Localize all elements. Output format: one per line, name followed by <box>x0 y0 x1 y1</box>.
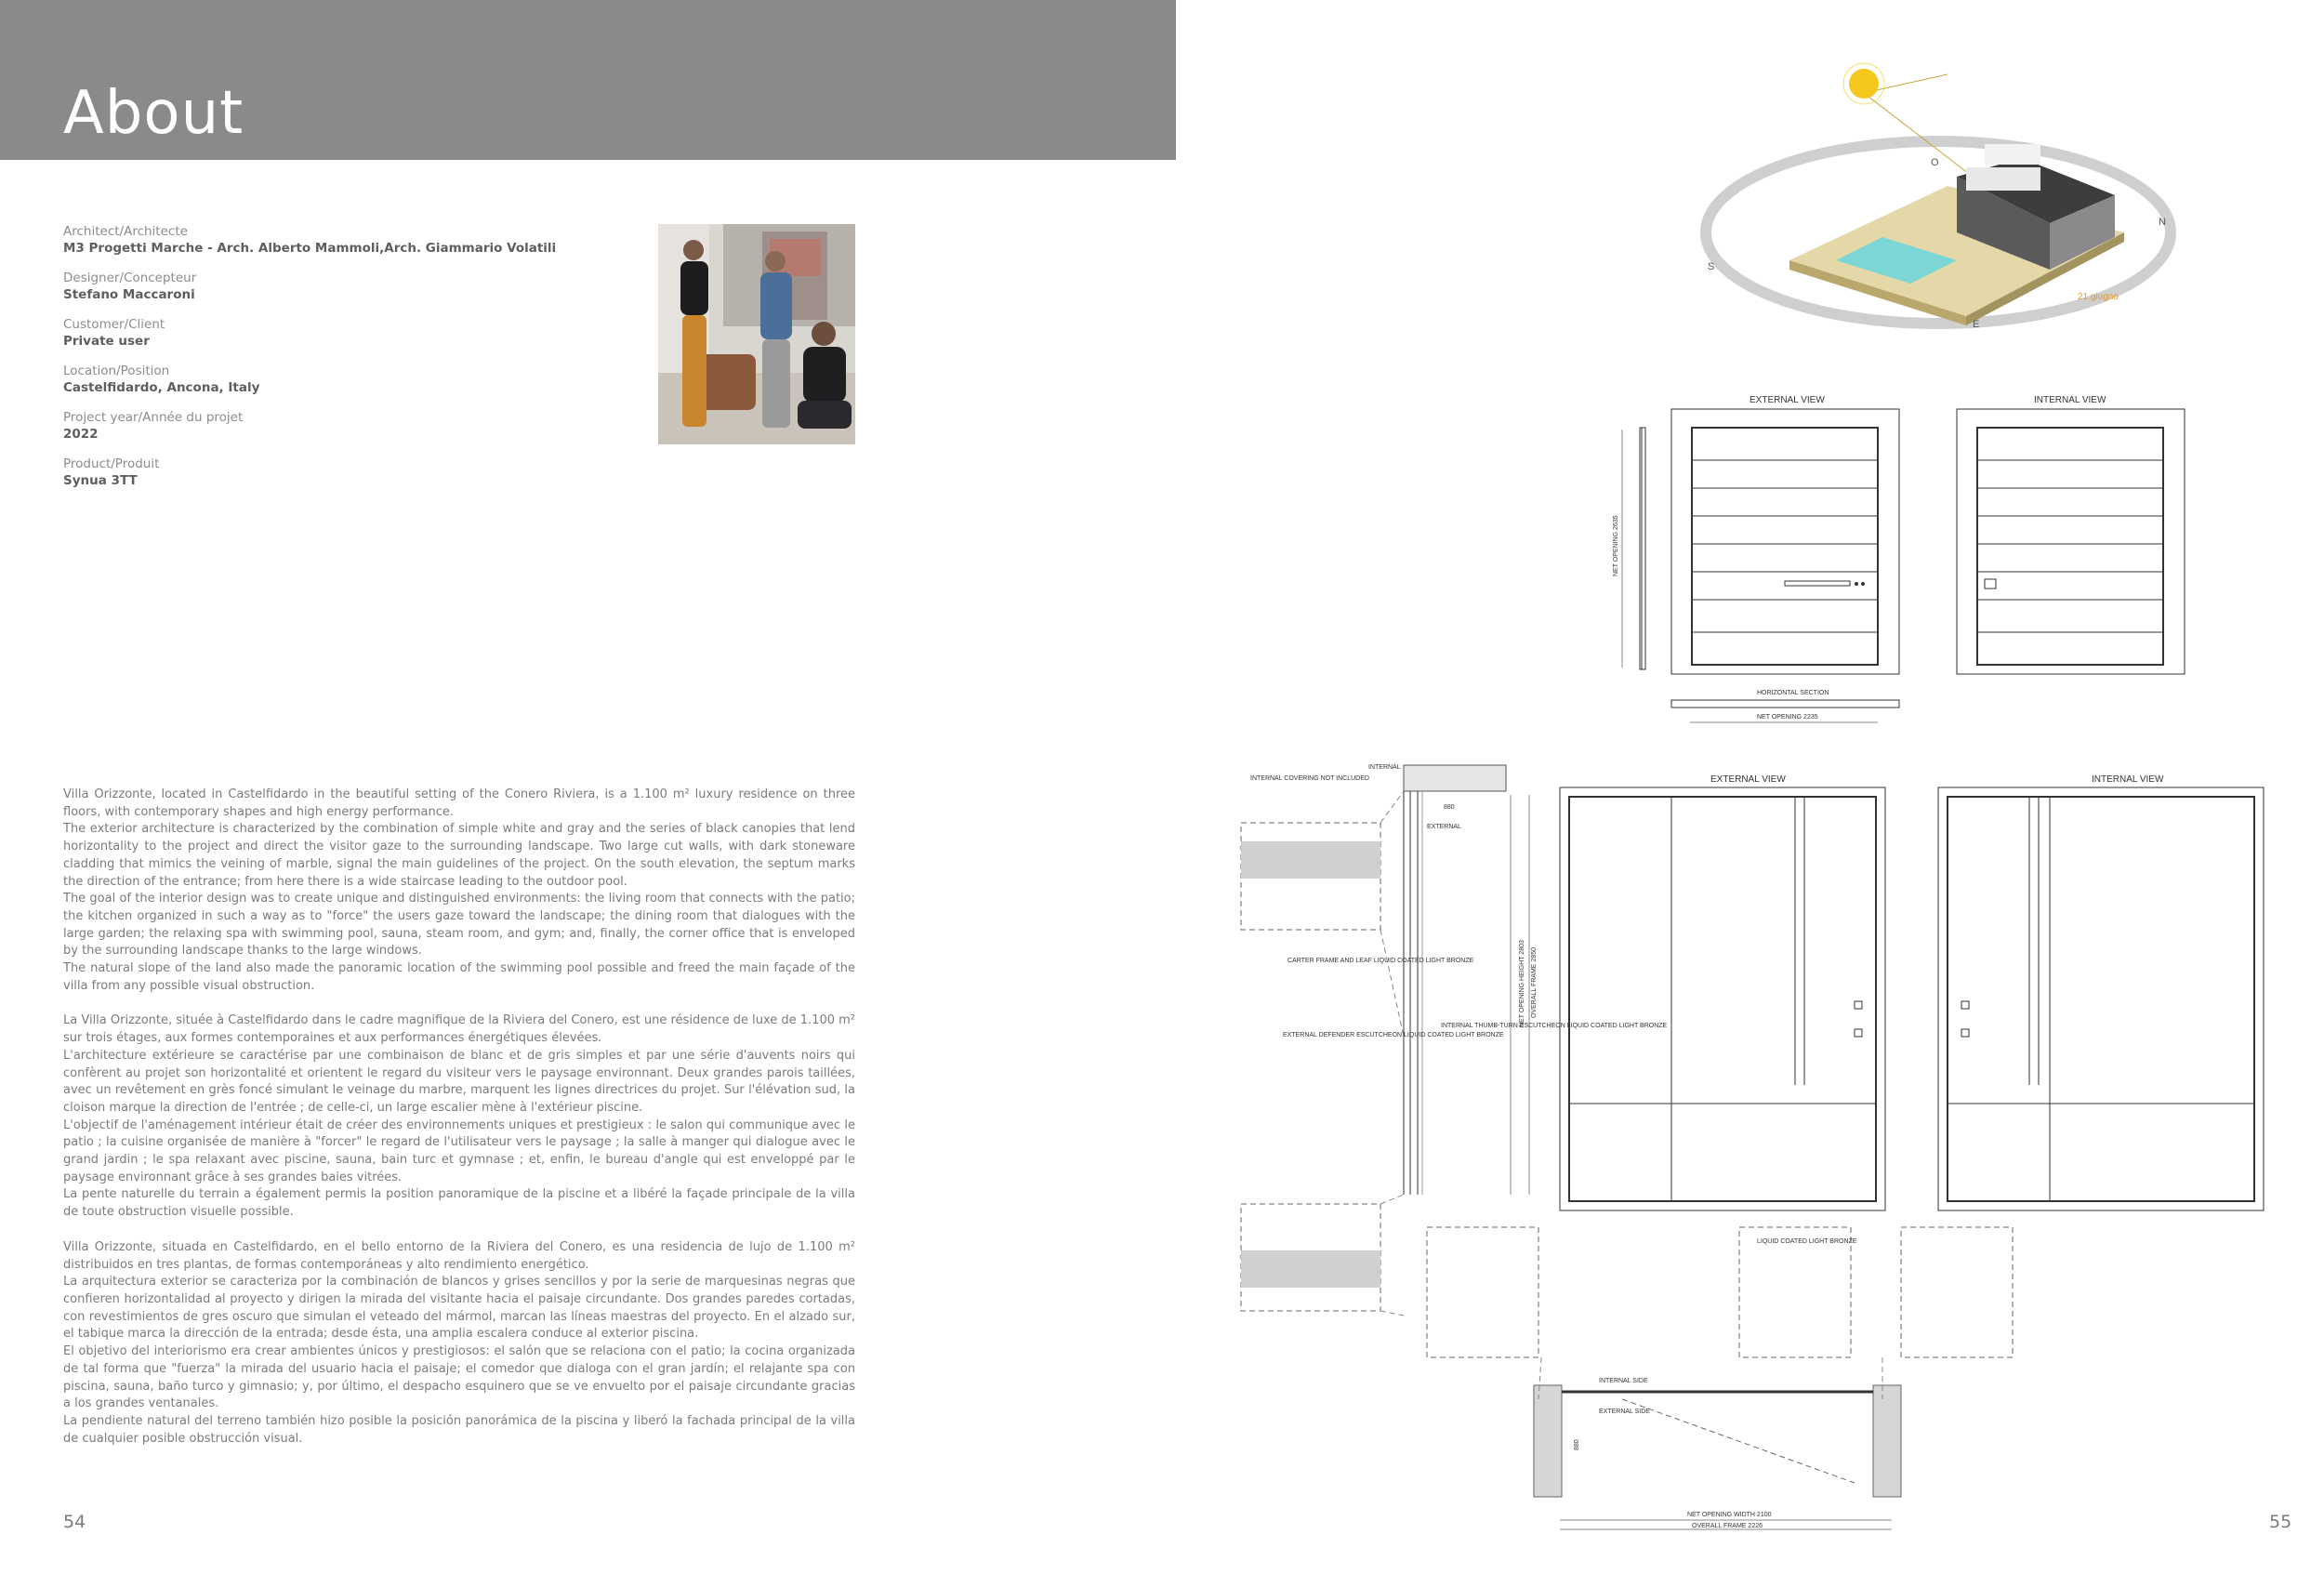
page-number-right: 55 <box>2269 1512 2292 1532</box>
internal-view-label: INTERNAL VIEW <box>2034 395 2106 405</box>
credit-product <box>63 456 640 489</box>
credit-label: Location/Position <box>63 364 170 378</box>
page-title: About <box>63 79 244 148</box>
overall-frame-width-label: OVERALL FRAME 2226 <box>1692 1523 1763 1529</box>
horizontal-section-label: HORIZONTAL SECTION <box>1757 690 1829 696</box>
body-text <box>63 787 855 1465</box>
credit-value: M3 Progetti Marche - Arch. Alberto Mammoli,Arch. Giammario Volatili <box>63 241 557 256</box>
credit-label: Designer/Concepteur <box>63 271 197 285</box>
internal-covering-label: INTERNAL COVERING NOT INCLUDED <box>1250 775 1369 782</box>
credit-value: Private user <box>63 334 150 349</box>
overall-frame-height-label: OVERALL FRAME 2850 <box>1531 947 1538 1018</box>
credit-designer <box>63 270 640 303</box>
body-spanish: Villa Orizzonte, situada en Castelfidardo, en el bello entorno de la Riviera del Conero, es una residencia de lujo de 1.100 m² distribuidos en tres plantas, de formas contemporáneas y alto rendimiento energético. La arquitectura exterior se caracteriza por la combinación de blancos y grises sencillos y por la serie de marquesinas negras que confieren horizontalidad al proyecto y dirigen la mirada del visitante hacia el paisaje circundante. Dos grandes paredes cortadas, con revestimientos de gres oscuro que simulan el veteado del mármol, marcan las líneas maestras del proyecto. En el alzado sur, el tabique marca la dirección de la entrada; desde ésta, una amplia escalera conduce al exterior piscina. El objetivo del interiorismo era crear ambientes únicos y prestigiosos: el salón que se relaciona con el patio; la cocina organizada de tal forma que "fuerza" la mirada del usuario hacia el paisaje; el comedor que dialoga con el gran jardín; el relajante spa con piscina, sauna, baño turco y gimnasio; y, por último, el despacho esquinero que se ve envuelto por el paisaje circundante gracias a los grandes ventanales. La pendiente natural del terreno también hizo posible la posición panorámica de la piscina y liberó la fachada principal de la villa de cualquier posible obstrucción visual. <box>63 1239 855 1446</box>
sun-icon <box>1849 69 1879 99</box>
door-section-bottom <box>1232 758 2291 1534</box>
credit-location <box>63 363 640 396</box>
internal-side-label: INTERNAL SIDE <box>1599 1378 1648 1384</box>
compass-south: S <box>1708 261 1715 272</box>
compass-north: N <box>2159 217 2166 228</box>
dim-side-label: 880 <box>1574 1439 1580 1450</box>
credit-value: Stefano Maccaroni <box>63 287 195 302</box>
external-side-label: EXTERNAL SIDE <box>1599 1409 1650 1415</box>
credit-value: Castelfidardo, Ancona, Italy <box>63 380 260 395</box>
body-english: Villa Orizzonte, located in Castelfidardo in the beautiful setting of the Conero Riviera, is a 1.100 m² luxury residence on three floors, with contemporary shapes and high energy performance. The exterior architecture is characterized by the combination of simple white and gray and the series of black canopies that lend horizontality to the project and direct the visitor gaze to the surrounding landscape. Two large cut walls, with dark stoneware cladding that mimics the veining of marble, signal the main guidelines of the project. On the south elevation, the septum marks the direction of the entrance; from here there is a wide staircase leading to the outdoor pool. The goal of the interior design was to create unique and distinguished environments: the living room that connects with the patio; the kitchen organized in such a way as to "force" the users gaze toward the landscape; the dining room that dialogues with the large garden; the relaxing spa with swimming pool, sauna, steam room, and gym; and, finally, the corner office that is enveloped by the surrounding landscape thanks to the large windows. The natural slope of the land also made the panoramic location of the swimming pool possible and freed the main façade of the villa from any possible visual obstruction. <box>63 787 855 993</box>
credit-label: Product/Produit <box>63 456 160 471</box>
credit-label: Architect/Architecte <box>63 224 188 239</box>
credit-customer <box>63 316 640 350</box>
credit-label: Project year/Année du projet <box>63 410 244 425</box>
external-label: EXTERNAL <box>1427 824 1461 830</box>
body-french: La Villa Orizzonte, située à Castelfidardo dans le cadre magnifique de la Riviera del Conero, est une résidence de luxe de 1.100 m² sur trois étages, aux formes contemporaines et aux performances énergétiques élevées. L'architecture extérieure se caractérise par une combinaison de blanc et de gris simples et par une série d'auvents noirs qui confèrent au projet son horizontalité et orientent le regard du visiteur vers le paysage environnant. Deux grandes parois taillées, avec un revêtement en grès foncé simulant le veinage du marbre, marquent les lignes directrices du projet. Sur l'élévation sud, la cloison marque la direction de l'entrée ; de celle-ci, un large escalier mène à l'extérieur piscine. L'objectif de l'aménagement intérieur était de créer des environnements uniques et prestigieux : le salon qui communique avec le patio ; la cuisine organisée de manière à "forcer" le regard de l'utilisateur vers le paysage ; la salle à manger qui dialogue avec le grand jardin ; le spa relaxant avec piscine, sauna, bain turc et gymnase ; et, enfin, le bureau d'angle qui est enveloppé par le paysage environnant grâce à ses grandes baies vitrées. La pente naturelle du terrain a également permis la position panoramique de la piscine et a libéré la façade principale de la villa de toute obstruction visuelle possible. <box>63 1013 855 1220</box>
credit-architect <box>63 223 640 257</box>
net-opening-width-2100-label: NET OPENING WIDTH 2100 <box>1687 1512 1772 1518</box>
dim-top-label: 880 <box>1444 804 1455 811</box>
external-view-label: EXTERNAL VIEW <box>1750 395 1825 405</box>
credit-value: Synua 3TT <box>63 473 138 488</box>
internal-thumb-label: INTERNAL THUMB-TURN ESCUTCHEON LIQUID COATED LIGHT BRONZE <box>1441 1023 1668 1029</box>
compass-east: E <box>1973 319 1980 330</box>
credit-year <box>63 409 640 443</box>
page-number-left: 54 <box>63 1512 86 1532</box>
credit-value: 2022 <box>63 427 99 442</box>
carter-frame-label: CARTER FRAME AND LEAF LIQUID COATED LIGHT BRONZE <box>1287 958 1474 964</box>
liquid-coated-label: LIQUID COATED LIGHT BRONZE <box>1757 1238 1857 1245</box>
external-defender-label: EXTERNAL DEFENDER ESCUTCHEON LIQUID COATED LIGHT BRONZE <box>1283 1032 1504 1038</box>
net-opening-width-label: NET OPENING 2235 <box>1757 714 1818 721</box>
internal-label: INTERNAL <box>1368 764 1401 771</box>
team-photo <box>658 224 855 444</box>
net-opening-label: NET OPENING 2635 <box>1613 515 1619 576</box>
external-view-large-label: EXTERNAL VIEW <box>1710 774 1786 785</box>
project-credits <box>63 223 640 502</box>
credit-label: Customer/Client <box>63 317 165 332</box>
internal-view-large-label: INTERNAL VIEW <box>2092 774 2164 785</box>
compass-west: O <box>1931 157 1939 168</box>
sun-label: 21 giugno <box>2078 292 2119 302</box>
door-elevation-top <box>1599 386 2212 734</box>
sun-path-diagram <box>1687 46 2180 344</box>
net-opening-height-label: NET OPENING HEIGHT 2803 <box>1519 940 1525 1027</box>
